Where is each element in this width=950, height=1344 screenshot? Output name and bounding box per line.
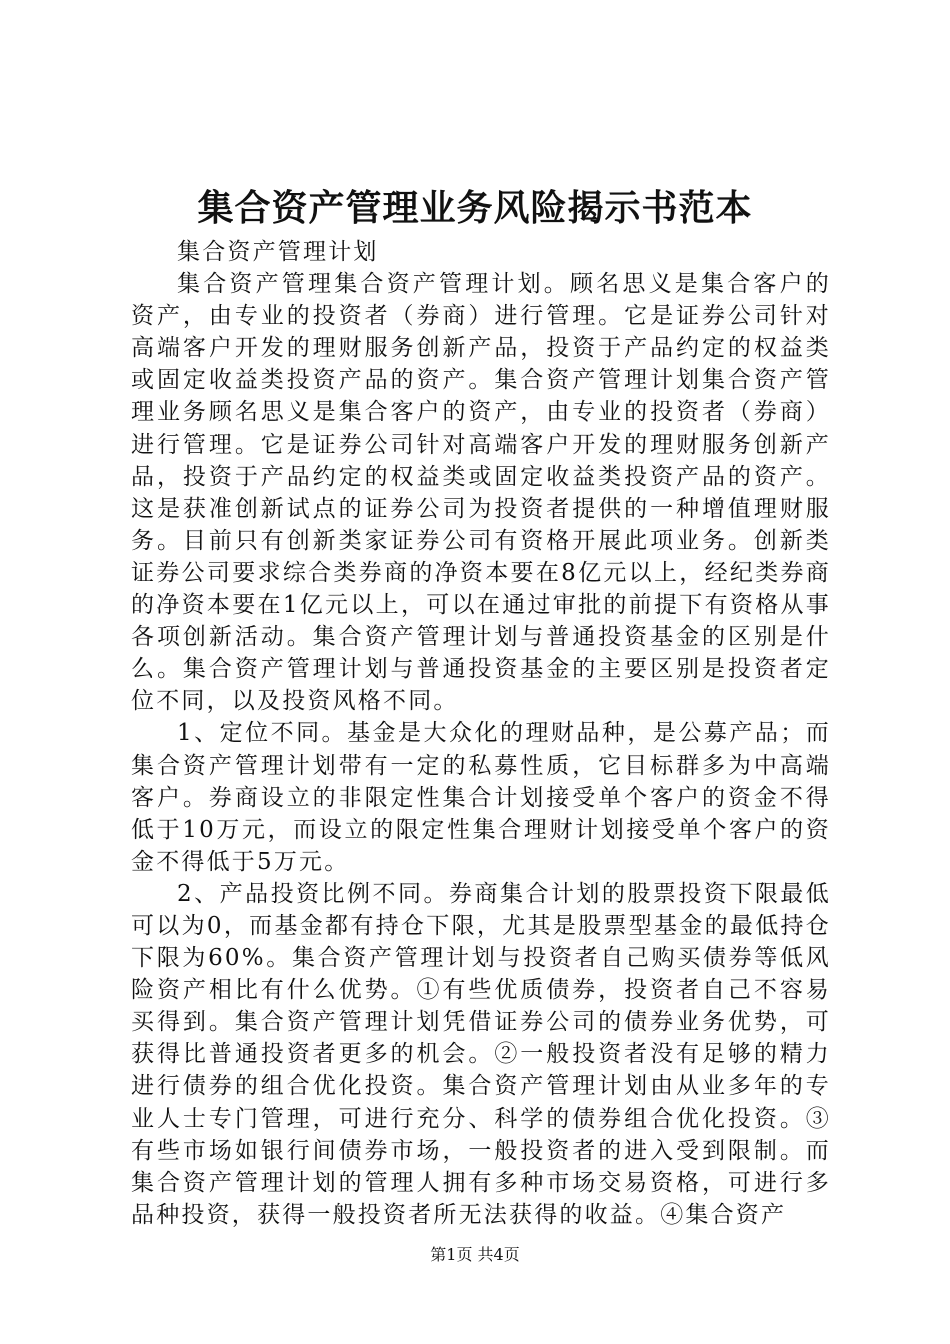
paragraph-intro: 集合资产管理集合资产管理计划。顾名思义是集合客户的资产，由专业的投资者（券商）进行管理。它是证券公司针对高端客户开发的理财服务创新产品，投资于产品约定的权益类或固定收益类投资产品的资产。集合资产管理计划集合资产管理业务顾名思义是集合客户的资产，由专业的投资者（券商）进行管理。它是证券公司针对高端客户开发的理财服务创新产品，投资于产品约定的权益类或固定收益类投资产品的资产。这是获准创新试点的证券公司为投资者提供的一种增值理财服务。目前只有创新类家证券公司有资格开展此项业务。创新类证券公司要求综合类券商的净资本要在8亿元以上，经纪类券商的净资本要在1亿元以上，可以在通过审批的前提下有资格从事各项创新活动。集合资产管理计划与普通投资基金的区别是什么。集合资产管理计划与普通投资基金的主要区别是投资者定位不同，以及投资风格不同。 (131, 271, 831, 715)
paragraph-point-2: 2、产品投资比例不同。券商集合计划的股票投资下限最低可以为0，而基金都有持仓下限，尤其是股票型基金的最低持仓下限为60%。集合资产管理计划与投资者自己购买债券等低风险资产相比有什么优势。①有些优质债券，投资者自己不容易买得到。集合资产管理计划凭借证券公司的债券业务优势，可获得比普通投资者更多的机会。②一般投资者没有足够的精力进行债券的组合优化投资。集合资产管理计划由从业多年的专业人士专门管理，可进行充分、科学的债券组合优化投资。③有些市场如银行间债券市场，一般投资者的进入受到限制。而集合资产管理计划的管理人拥有多种市场交易资格，可进行多品种投资，获得一般投资者所无法获得的收益。④集合资产 (131, 880, 831, 1228)
page-footer: 第1页 共4页 (430, 1245, 520, 1264)
document-title: 集合资产管理业务风险揭示书范本 (197, 187, 753, 229)
paragraph-heading: 集合资产管理计划 (177, 239, 379, 265)
document-body (131, 236, 831, 1231)
paragraph-point-1: 1、定位不同。基金是大众化的理财品种，是公募产品；而集合资产管理计划带有一定的私募性质，它目标群多为中高端客户。券商设立的非限定性集合计划接受单个客户的资金不得低于10万元，而设立的限定性集合理财计划接受单个客户的资金不得低于5万元。 (131, 720, 831, 875)
